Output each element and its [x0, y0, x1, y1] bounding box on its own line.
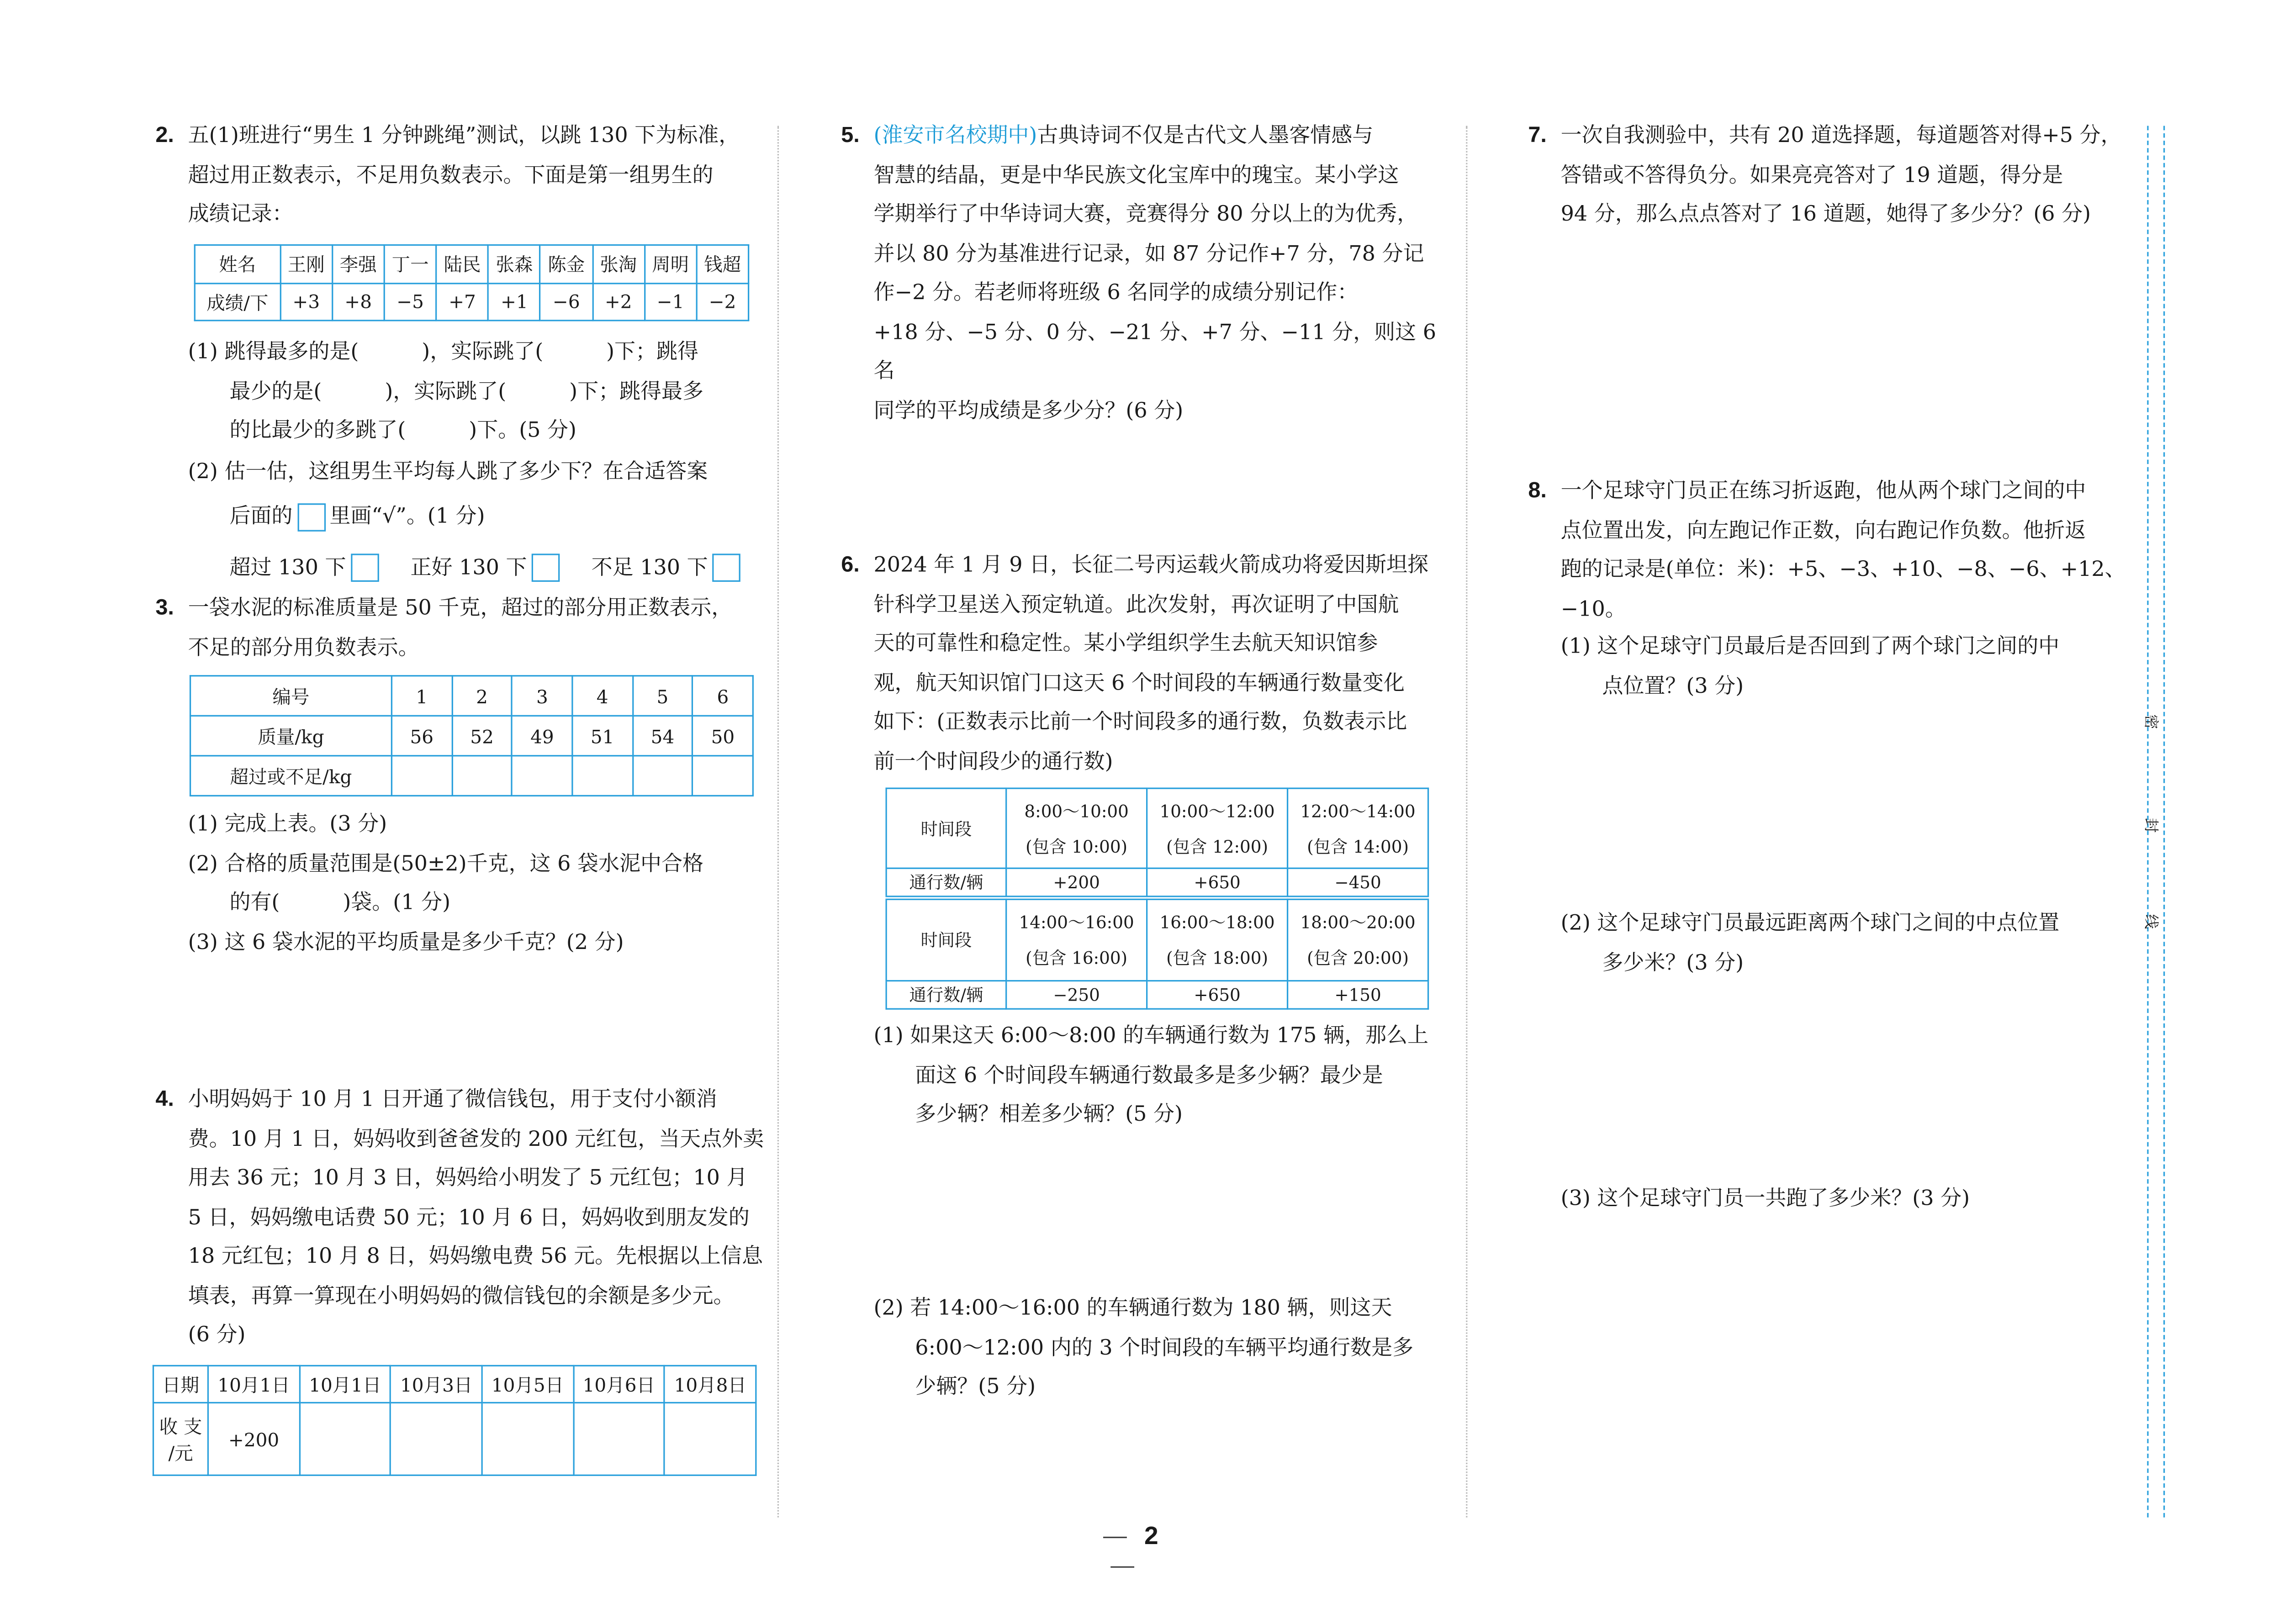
table-cell: 3	[512, 676, 572, 716]
question-text: 2024 年 1 月 9 日，长征二号丙运载火箭成功将爱因斯坦探	[873, 554, 1429, 578]
table-cell: +650	[1147, 981, 1288, 1009]
question-text: 填表，再算一算现在小明妈妈的微信钱包的余额是多少元。	[188, 1284, 735, 1308]
time-slot: 12:00～14:00	[1300, 800, 1416, 822]
question-6-part-2	[874, 1289, 1451, 1407]
question-2-part-1	[188, 333, 766, 588]
question-text: 并以 80 分为基准进行记录，如 87 分记作+7 分，78 分记	[873, 242, 1424, 266]
sub-question: 的比最少的多跳了( )下。(5 分)	[229, 419, 576, 443]
question-text: 一个足球守门员正在练习折返跑，他从两个球门之间的中	[1560, 480, 2086, 504]
question-text: 智慧的结晶，更是中华民族文化宝库中的瑰宝。某小学这	[873, 163, 1399, 188]
question-text: 成绩记录：	[188, 203, 293, 227]
question-2: 2. 五(1)班进行“男生 1 分钟跳绳”测试，以跳 130 下为标准， 超过用正数表示，不足用负数表示。下面是第一组男生的 成绩记录：	[188, 117, 766, 235]
table-cell: 通行数/辆	[886, 981, 1006, 1009]
answer-cell	[573, 1403, 665, 1476]
sub-question: 里画“√”。(1 分)	[329, 505, 485, 529]
table-cell: 50	[693, 716, 753, 756]
time-slot-note: (包含 18:00)	[1166, 948, 1269, 969]
question-text: 点位置？(3 分)	[1602, 674, 1744, 698]
cement-table	[190, 675, 754, 796]
option-label: 超过 130 下	[229, 556, 346, 580]
question-6-part-1	[874, 1017, 1451, 1135]
answer-cell	[452, 756, 512, 796]
table-cell: 10月5日	[482, 1366, 573, 1403]
table-row	[153, 1366, 756, 1403]
table-row	[153, 1403, 756, 1476]
table-cell: 质量/kg	[190, 716, 392, 756]
question-text: 古典诗词不仅是古代文人墨客情感与	[1037, 124, 1374, 148]
sub-question: 最少的是( )，实际跳了( )下；跳得最多	[229, 380, 704, 404]
time-slot-note: (包含 12:00)	[1166, 836, 1269, 857]
table-row	[190, 716, 753, 756]
table-cell: −250	[1006, 981, 1147, 1009]
question-text: 答错或不答得负分。如果亮亮答对了 19 道题，得分是	[1560, 163, 2063, 188]
sub-question: (2) 估一估，这组男生平均每人跳了多少下？在合适答案	[188, 459, 708, 484]
column-divider	[777, 126, 779, 1518]
row-label: /元	[168, 1442, 193, 1465]
table-cell: −2	[697, 283, 749, 321]
question-text: 用去 36 元；10 月 3 日，妈妈给小明发了 5 元红包；10 月	[188, 1166, 748, 1191]
question-4: 4. 小明妈妈于 10 月 1 日开通了微信钱包，用于支付小额消 费。10 月 1 日，妈妈收到爸爸发的 200 元红包，当天点外卖 用去 36 元；10 月 3 日，妈妈给小明发了 5 元红包；10 月 5 日，妈妈缴电话费 50 元；10 月 6 日，妈妈收到朋友发的 18 元红包；10 月 8 日，妈妈缴电费 56 元。先根据以上信息 填表，再算一算现在小明妈妈的微信钱包的余额是多少元。 (6 分)	[188, 1081, 766, 1355]
question-8-part-1	[1561, 627, 2138, 706]
table-cell: 姓名	[195, 245, 280, 283]
table-cell: 10月1日	[299, 1366, 391, 1403]
table-row	[190, 756, 753, 796]
table-cell: +7	[436, 283, 488, 321]
time-slot-note: (包含 20:00)	[1307, 948, 1409, 969]
question-8-part-3	[1561, 1180, 2138, 1219]
question-text: −10。	[1560, 597, 1626, 621]
question-text: (2) 若 14:00～16:00 的车辆通行数为 180 辆，则这天	[873, 1297, 1392, 1321]
page-number	[1066, 1522, 1177, 1581]
time-slot: 10:00～12:00	[1159, 800, 1275, 822]
sub-question: (3) 这 6 袋水泥的平均质量是多少千克？(2 分)	[188, 930, 624, 954]
column-divider	[1466, 126, 1467, 1518]
answer-cell	[633, 756, 693, 796]
table-cell	[1147, 899, 1288, 981]
table-cell: 4	[572, 676, 633, 716]
jump-rope-table	[194, 244, 750, 322]
table-row	[886, 899, 1428, 981]
table-cell: +150	[1288, 981, 1428, 1009]
answer-cell	[665, 1403, 756, 1476]
sub-question: 后面的	[229, 505, 293, 529]
question-text: 作−2 分。若老师将班级 6 名同学的成绩分别记作：	[873, 281, 1359, 305]
table-cell: 钱超	[697, 245, 749, 283]
question-text: (6 分)	[188, 1323, 246, 1347]
question-text: +18 分、−5 分、0 分、−21 分、+7 分、−11 分，则这 6 名	[873, 320, 1437, 384]
table-cell: 李强	[332, 245, 384, 283]
table-cell	[1288, 788, 1428, 869]
table-cell: +650	[1147, 869, 1288, 899]
margin-label: 密	[2141, 714, 2158, 729]
answer-checkbox[interactable]	[712, 554, 740, 582]
table-cell: 10月8日	[665, 1366, 756, 1403]
table-cell: +200	[1006, 869, 1147, 899]
table-cell: 56	[391, 716, 452, 756]
question-7: 7. 一次自我测验中，共有 20 道选择题，每道题答对得+5 分， 答错或不答得负分。如果亮亮答对了 19 道题，得分是 94 分，那么点点答对了 16 道题，她得了多少分？(6 分)	[1561, 117, 2138, 235]
question-text: 多少辆？相差多少辆？(5 分)	[915, 1102, 1183, 1127]
table-cell: +200	[208, 1403, 300, 1476]
question-text: 多少米？(3 分)	[1602, 951, 1744, 975]
question-text: 天的可靠性和稳定性。某小学组织学生去航天知识馆参	[873, 632, 1378, 656]
table-cell	[1006, 788, 1147, 869]
table-cell: −5	[384, 283, 436, 321]
table-cell: 10月1日	[208, 1366, 300, 1403]
question-text: 小明妈妈于 10 月 1 日开通了微信钱包，用于支付小额消	[188, 1088, 717, 1112]
sub-question: (1) 跳得最多的是( )，实际跳了( )下；跳得	[188, 340, 699, 364]
question-text: (1) 如果这天 6:00～8:00 的车辆通行数为 175 辆，那么上	[873, 1024, 1428, 1049]
time-slot-note: (包含 16:00)	[1026, 948, 1128, 969]
table-cell: 超过或不足/kg	[190, 756, 392, 796]
table-cell: −450	[1288, 869, 1428, 899]
time-slot-note: (包含 10:00)	[1026, 836, 1128, 857]
table-cell: +1	[488, 283, 540, 321]
question-8-part-2	[1561, 905, 2138, 983]
answer-cell	[391, 756, 452, 796]
table-row	[886, 981, 1428, 1009]
question-text: 跑的记录是(单位：米)：+5、−3、+10、−8、−6、+12、	[1560, 558, 2126, 582]
question-text: 一袋水泥的标准质量是 50 千克，超过的部分用正数表示，	[188, 596, 733, 621]
question-text: 同学的平均成绩是多少分？(6 分)	[873, 399, 1184, 423]
row-label: 收 支	[159, 1415, 202, 1438]
table-cell: 周明	[645, 245, 697, 283]
table-cell: 时间段	[886, 899, 1006, 981]
question-5: 5. (淮安市名校期中)古典诗词不仅是古代文人墨客情感与 智慧的结晶，更是中华民族文化宝库中的瑰宝。某小学这 学期举行了中华诗词大赛，竞赛得分 80 分以上的为优秀， 并以 80 分为基准进行记录，如 87 分记作+7 分，78 分记 作−2 分。若老师将班级 6 名同学的成绩分别记作： +18 分、−5 分、0 分、−21 分、+7 分、−11 分，则这 6 名 同学的平均成绩是多少分？(6 分)	[874, 117, 1451, 431]
table-cell	[1147, 788, 1288, 869]
question-text: 超过用正数表示，不足用负数表示。下面是第一组男生的	[188, 163, 714, 188]
table-cell: +2	[592, 283, 645, 321]
table-cell: 49	[512, 716, 572, 756]
question-3-parts	[188, 805, 766, 962]
question-6: 6. 2024 年 1 月 9 日，长征二号丙运载火箭成功将爱因斯坦探 针科学卫星送入预定轨道。此次发射，再次证明了中国航 天的可靠性和稳定性。某小学组织学生去航天知识馆参 观，航天知识馆门口这天 6 个时间段的车辆通行数量变化 如下：(正数表示比前一个时间段多的通行数，负数表示比 前一个时间段少的通行数)	[874, 546, 1451, 781]
sub-question: (1) 完成上表。(3 分)	[188, 812, 387, 837]
table-row	[195, 245, 748, 283]
margin-label: 封	[2141, 817, 2158, 833]
table-cell: 张淘	[592, 245, 645, 283]
table-cell: 5	[633, 676, 693, 716]
sub-question: 的有( )袋。(1 分)	[229, 891, 451, 915]
table-cell: −1	[645, 283, 697, 321]
answer-cell	[299, 1403, 391, 1476]
table-cell	[1288, 899, 1428, 981]
question-3: 3. 一袋水泥的标准质量是 50 千克，超过的部分用正数表示， 不足的部分用负数表示。	[188, 589, 766, 668]
table-cell: 编号	[190, 676, 392, 716]
wallet-table	[153, 1365, 757, 1476]
time-slot: 18:00～20:00	[1300, 912, 1416, 933]
table-cell: 日期	[153, 1366, 208, 1403]
table-row	[886, 869, 1428, 899]
question-text: 点位置出发，向左跑记作正数，向右跑记作负数。他折返	[1560, 519, 2086, 543]
table-cell: 2	[452, 676, 512, 716]
question-text: 一次自我测验中，共有 20 道选择题，每道题答对得+5 分，	[1560, 124, 2122, 148]
answer-checkbox[interactable]	[350, 554, 379, 582]
question-text: 如下：(正数表示比前一个时间段多的通行数，负数表示比	[873, 710, 1407, 734]
traffic-table	[885, 788, 1429, 1010]
question-8: 8. 一个足球守门员正在练习折返跑，他从两个球门之间的中 点位置出发，向左跑记作正数，向右跑记作负数。他折返 跑的记录是(单位：米)：+5、−3、+10、−8、−6、+12、 −10。	[1561, 472, 2138, 629]
time-slot: 14:00～16:00	[1019, 912, 1134, 933]
table-cell: 陆民	[436, 245, 488, 283]
question-text: 94 分，那么点点答对了 16 道题，她得了多少分？(6 分)	[1560, 203, 2091, 227]
table-cell: 54	[633, 716, 693, 756]
table-row	[195, 283, 748, 321]
table-cell: 丁一	[384, 245, 436, 283]
table-cell: 1	[391, 676, 452, 716]
table-cell: 张森	[488, 245, 540, 283]
option-label: 正好 130 下	[410, 556, 527, 580]
margin-label: 线	[2141, 914, 2158, 929]
sub-question: (3) 这个足球守门员一共跑了多少米？(3 分)	[1560, 1187, 1970, 1211]
option-label: 不足 130 下	[591, 556, 708, 580]
answer-cell	[512, 756, 572, 796]
answer-cell	[693, 756, 753, 796]
question-text: 6:00～12:00 内的 3 个时间段的车辆平均通行数是多	[915, 1336, 1414, 1360]
question-text: 针科学卫星送入预定轨道。此次发射，再次证明了中国航	[873, 593, 1399, 617]
table-cell: 52	[452, 716, 512, 756]
question-text: 不足的部分用负数表示。	[188, 636, 419, 660]
table-cell: 6	[693, 676, 753, 716]
table-cell: 王刚	[280, 245, 332, 283]
time-slot: 16:00～18:00	[1159, 912, 1275, 933]
table-cell: 10月6日	[573, 1366, 665, 1403]
table-cell: −6	[540, 283, 592, 321]
question-text: 5 日，妈妈缴电话费 50 元；10 月 6 日，妈妈收到朋友发的	[188, 1206, 750, 1230]
table-cell: 陈金	[540, 245, 592, 283]
answer-cell	[482, 1403, 573, 1476]
table-cell: 时间段	[886, 788, 1006, 869]
table-cell: 51	[572, 716, 633, 756]
table-row	[190, 676, 753, 716]
question-text: 少辆？(5 分)	[915, 1375, 1036, 1399]
page-number-text: 2	[1144, 1522, 1158, 1550]
question-source: (淮安市名校期中)	[873, 124, 1037, 148]
question-text: 18 元红包；10 月 8 日，妈妈缴电费 56 元。先根据以上信息	[188, 1245, 763, 1269]
example-checkbox	[297, 503, 325, 531]
question-text: 五(1)班进行“男生 1 分钟跳绳”测试，以跳 130 下为标准，	[188, 124, 740, 148]
answer-cell	[572, 756, 633, 796]
table-cell: 10月3日	[391, 1366, 482, 1403]
time-slot-note: (包含 14:00)	[1307, 836, 1409, 857]
question-text: 面这 6 个时间段车辆通行数最多是多少辆？最少是	[915, 1064, 1383, 1087]
table-cell: 通行数/辆	[886, 869, 1006, 899]
question-text: 前一个时间段少的通行数)	[873, 749, 1113, 774]
question-text: 观，航天知识馆门口这天 6 个时间段的车辆通行数量变化	[873, 671, 1405, 695]
table-cell: +3	[280, 283, 332, 321]
sub-question: (2) 合格的质量范围是(50±2)千克，这 6 袋水泥中合格	[188, 852, 704, 876]
question-text: 费。10 月 1 日，妈妈收到爸爸发的 200 元红包，当天点外卖	[188, 1127, 764, 1151]
answer-cell	[391, 1403, 482, 1476]
table-row	[886, 788, 1428, 869]
answer-checkbox[interactable]	[531, 554, 560, 582]
table-cell: 成绩/下	[195, 283, 280, 321]
table-cell: +8	[332, 283, 384, 321]
time-slot: 8:00～10:00	[1024, 800, 1129, 822]
table-cell	[1006, 899, 1147, 981]
question-text: (2) 这个足球守门员最远距离两个球门之间的中点位置	[1560, 912, 2060, 936]
table-cell	[153, 1403, 208, 1476]
question-text: (1) 这个足球守门员最后是否回到了两个球门之间的中	[1560, 635, 2060, 659]
question-text: 学期举行了中华诗词大赛，竞赛得分 80 分以上的为优秀，	[873, 203, 1418, 227]
